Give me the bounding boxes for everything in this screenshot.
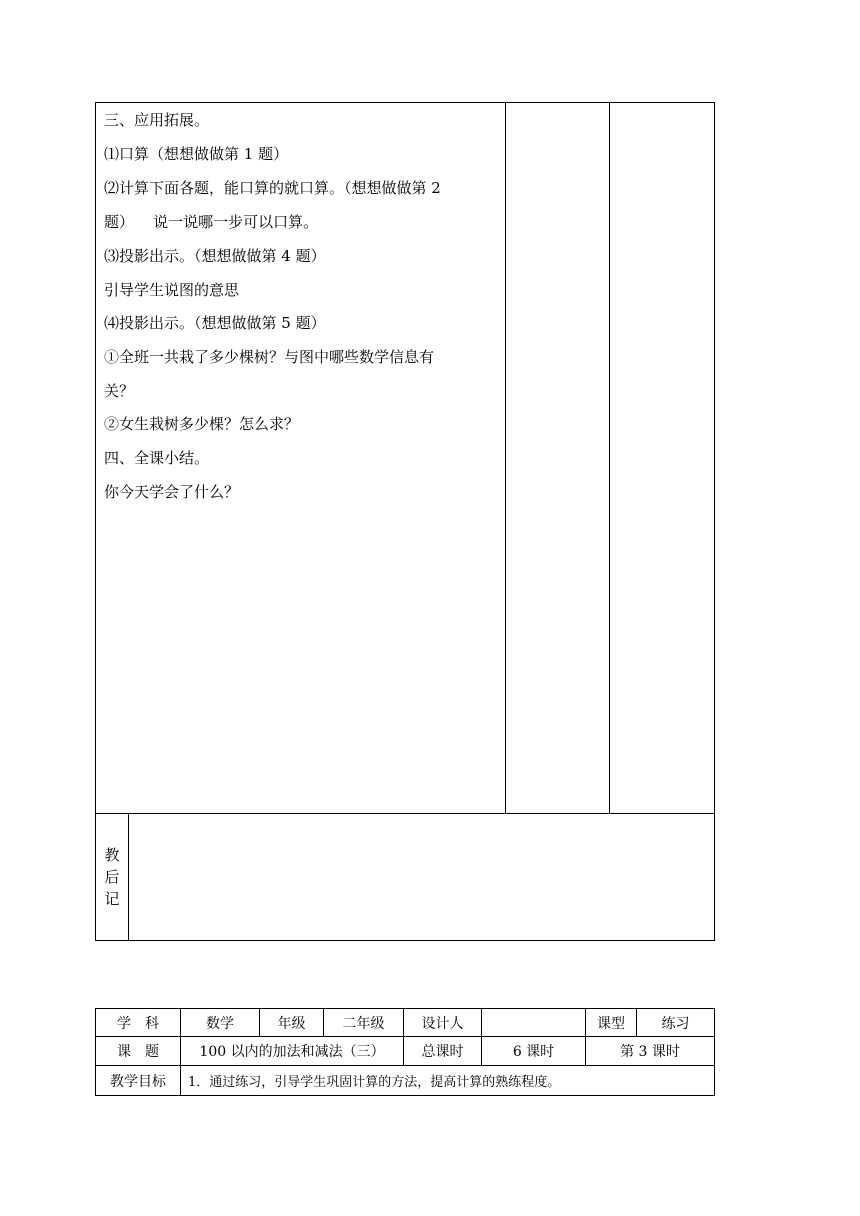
- lesson-type-label: 课型: [597, 1015, 625, 1032]
- subject-value: 数学: [206, 1015, 234, 1032]
- body-paragraph-6: 引导学生说图的意思: [104, 281, 240, 299]
- header-border-bottom: [95, 1095, 715, 1096]
- reflection-label-divider: [128, 813, 129, 940]
- total-hours-value: 6 课时: [512, 1044, 555, 1060]
- reflection-label-char-2: 后: [104, 868, 120, 886]
- body-paragraph-10: ②女生栽树多少棵？怎么求？: [104, 415, 300, 433]
- table-column-divider-1: [505, 102, 506, 813]
- designer-value: [482, 1009, 585, 1036]
- body-paragraph-1: 三、应用拓展。: [104, 111, 210, 129]
- body-paragraph-2: ⑴口算（想想做做第 1 题）: [104, 145, 289, 163]
- reflection-label-char-3: 记: [104, 890, 120, 908]
- subject-label: 学 科: [117, 1015, 159, 1032]
- body-paragraph-12: 你今天学会了什么？: [104, 483, 240, 501]
- body-paragraph-11: 四、全课小结。: [104, 449, 210, 467]
- teaching-goal-value: 1．通过练习，引导学生巩固计算的方法，提高计算的熟练程度。: [188, 1075, 561, 1090]
- grade-label: 年级: [277, 1015, 306, 1032]
- body-paragraph-9: 关？: [104, 382, 135, 400]
- total-hours-label: 总课时: [421, 1044, 464, 1060]
- reflection-label-char-1: 教: [104, 846, 120, 864]
- body-paragraph-5: ⑶投影出示。（想想做做第 4 题）: [104, 247, 326, 265]
- reflection-content: [136, 820, 706, 930]
- body-paragraph-8: ①全班一共栽了多少棵树？与图中哪些数学信息有: [104, 348, 435, 366]
- current-hour-value: 第 3 课时: [620, 1044, 680, 1060]
- lesson-type-value: 练习: [661, 1015, 690, 1032]
- topic-label: 课 题: [117, 1044, 159, 1060]
- table-border-left: [95, 102, 96, 941]
- body-paragraph-4: 题） 说一说哪一步可以口算。: [104, 213, 319, 231]
- table-divider-row: [95, 813, 715, 814]
- grade-value: 二年级: [342, 1015, 385, 1032]
- table-column-divider-2: [609, 102, 610, 813]
- topic-value: 100 以内的加法和减法（三）: [199, 1044, 385, 1060]
- table-border-right: [714, 102, 715, 941]
- header-border-right: [714, 1008, 715, 1096]
- body-paragraph-3: ⑵计算下面各题，能口算的就口算。（想想做做第 2: [104, 179, 441, 197]
- teaching-goal-label: 教学目标: [110, 1073, 166, 1090]
- table-border-top: [95, 102, 715, 103]
- body-paragraph-7: ⑷投影出示。（想想做做第 5 题）: [104, 314, 326, 332]
- table-border-bottom: [95, 940, 715, 941]
- designer-label: 设计人: [421, 1015, 464, 1032]
